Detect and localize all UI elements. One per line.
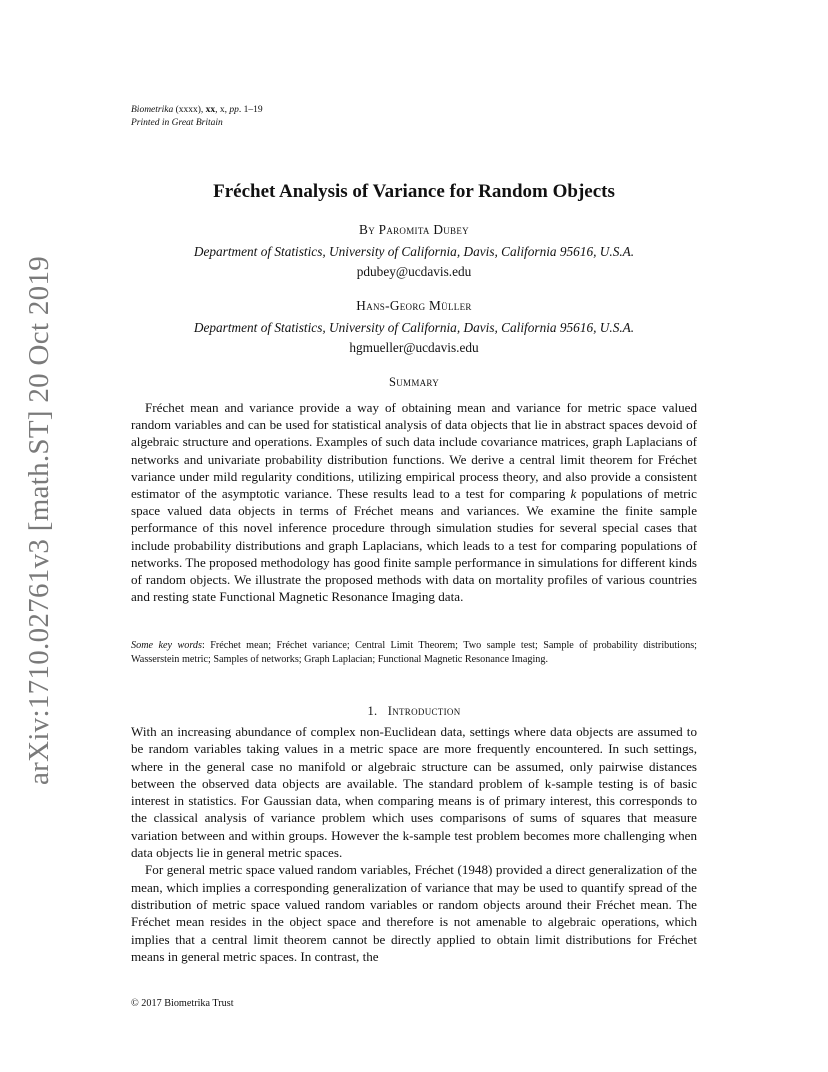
journal-issue: , x,: [215, 105, 230, 115]
journal-pp-label: pp: [229, 105, 239, 115]
journal-citation: [131, 104, 263, 117]
author-2-name: Hans-Georg Müller: [356, 298, 472, 313]
journal-name: Biometrika: [131, 105, 174, 115]
author-1-affiliation: Department of Statistics, University of California, Davis, California 95616, U.S.A.: [193, 244, 635, 259]
author-1-email: pdubey@ucdavis.edu: [356, 264, 472, 279]
journal-pages: . 1–19: [238, 105, 263, 115]
printed-line: Printed in Great Britain: [131, 118, 223, 128]
journal-volume: xx: [205, 105, 216, 115]
section-1-heading: 1. Introduction: [367, 704, 461, 718]
summary-k-symbol: k: [570, 486, 577, 502]
introduction-body: [131, 723, 697, 965]
summary-text-part-2: populations of metric space valued data objects in terms of Fréchet means and variances. We examine the finite sample performance of this novel inference procedure through simulation studies for several special cases that include probability distributions and graph Laplacians, which leads to a test for comparing populations of networks. The proposed methodology has good finite sample performance in simulations for different kinds of random objects. We illustrate the proposed methods with data on mortality profiles of various countries and resting state Functional Magnetic Resonance Imaging data.: [131, 486, 697, 605]
summary-text-part-1: Fréchet mean and variance provide a way of obtaining mean and variance for metric space valued random variables and can be used for statistical analysis of data objects that lie in abstract spaces devoid of algebraic structure and operations. Examples of such data include covariance matrices, graph Laplacians of networks and univariate probability distribution functions. We derive a central limit theorem for Fréchet variance under mild regularity conditions, utilizing empirical process theory, and also provide a consistent estimator of the asymptotic variance. These results lead to a test for comparing: [131, 400, 697, 502]
summary-heading: Summary: [388, 375, 440, 389]
copyright-notice: © 2017 Biometrika Trust: [131, 998, 234, 1009]
paper-title: Fréchet Analysis of Variance for Random Objects: [213, 181, 615, 202]
key-words: [131, 639, 697, 666]
author-1-name: By Paromita Dubey: [359, 222, 469, 237]
journal-header: [131, 104, 263, 130]
summary-text: [131, 399, 697, 605]
arxiv-id: arXiv:1710.02761v3 [math.ST] 20 Oct 2019: [23, 255, 56, 785]
key-words-list: : Fréchet mean; Fréchet variance; Central Limit Theorem; Two sample test; Sample of probability distributions; Wasserstein metric; Samples of networks; Graph Laplacian; Functional Magnetic Resonance Imaging.: [131, 640, 697, 665]
author-2-affiliation: Department of Statistics, University of California, Davis, California 95616, U.S.A.: [193, 320, 635, 335]
key-words-label: Some key words: [131, 640, 202, 651]
arxiv-stamp: [20, 255, 60, 785]
intro-paragraph-1: With an increasing abundance of complex non-Euclidean data, settings where data objects are assumed to be random variables taking values in a metric space are more frequently encountered. In such settings, where in the general case no manifold or algebraic structure can be assumed, only pairwise distances between the observed data objects are available. The standard problem of k-sample testing is of basic interest in statistics. For Gaussian data, when comparing means is of primary interest, this corresponds to the classical analysis of variance problem which uses comparisons of sums of squares that measure variation between and within groups. However the k-sample test problem becomes more challenging when data objects lie in general metric spaces.: [131, 724, 697, 861]
journal-year: (xxxx),: [173, 105, 206, 115]
intro-paragraph-2: For general metric space valued random variables, Fréchet (1948) provided a direct generalization of the mean, which implies a corresponding generalization of variance that may be used to quantify spread of the distribution of metric space valued random variables or random objects around their Fréchet mean. The Fréchet mean resides in the object space and therefore is not amenable to algebraic operations, which implies that a central limit theorem cannot be directly applied to obtain limit distributions for Fréchet means in general metric spaces. In contrast, the: [131, 862, 697, 964]
author-2-email: hgmueller@ucdavis.edu: [349, 340, 479, 355]
